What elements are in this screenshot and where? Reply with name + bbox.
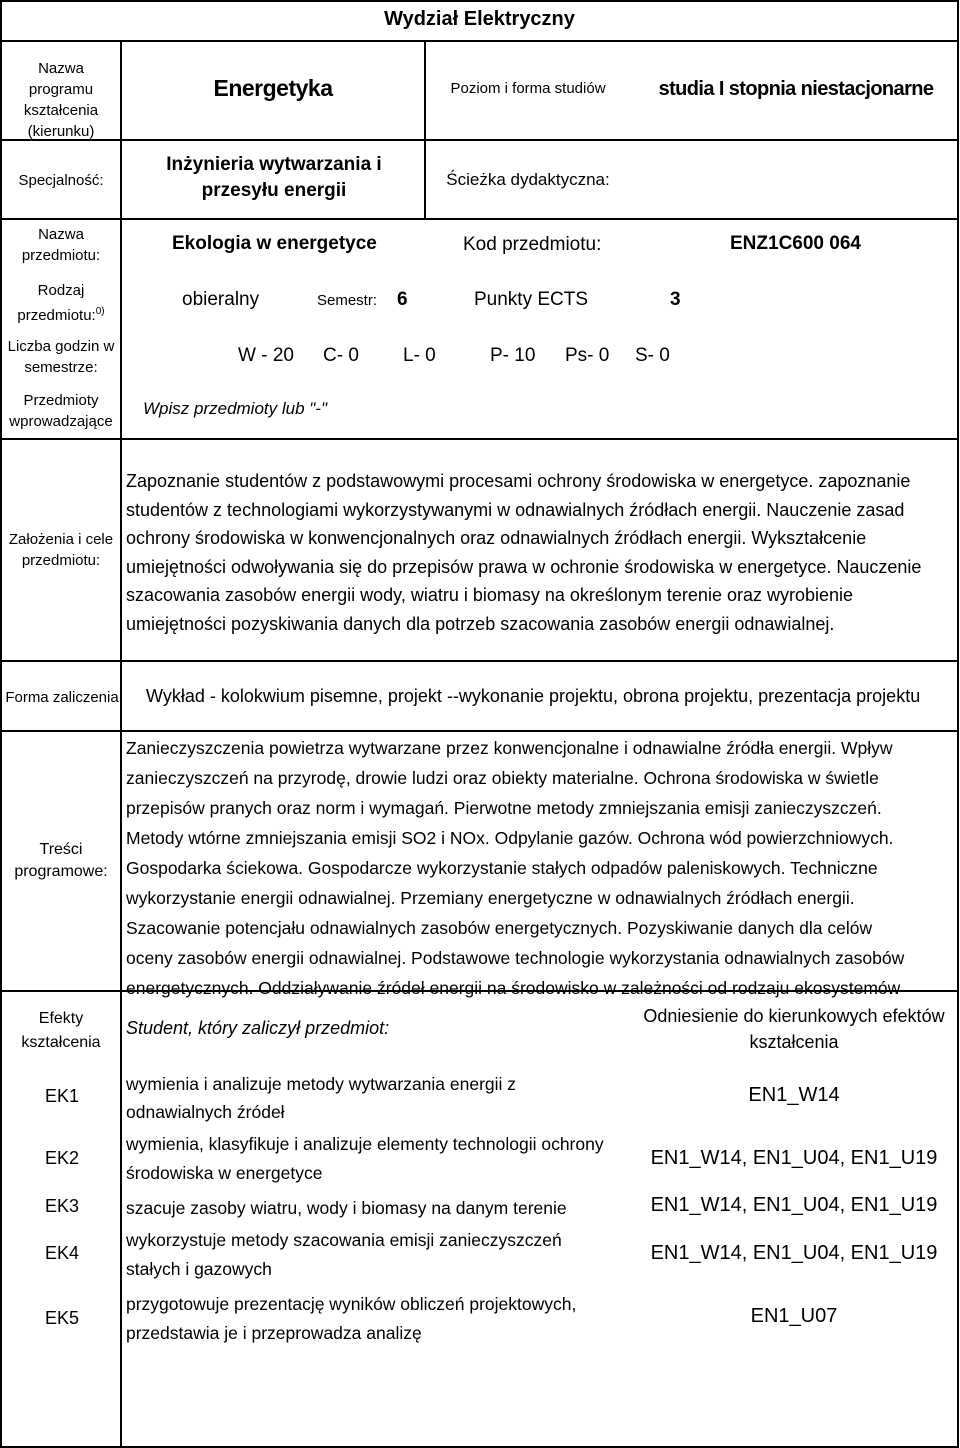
subject-value: Ekologia w energetyce (172, 233, 377, 254)
goals-line: umiejętności pozyskiwania danych dla potrzeb szacowania zasobów energii odnawialnej. (126, 613, 835, 634)
outcome-desc-line: szacuje zasoby wiatru, wody i biomasy na danym terenie (126, 1198, 567, 1218)
hours-w: W - 20 (238, 345, 294, 366)
goals-line: studentów z technologiami wykorzystywanymi w odnawialnych źródłach energii. Nauczenie zasad (126, 499, 905, 520)
prereq-label: Przedmioty wprowadzające (9, 392, 113, 430)
hours-s: S- 0 (635, 345, 670, 366)
program-value: Energetyka (213, 75, 333, 101)
outcome-ref: EN1_W14, EN1_U04, EN1_U19 (650, 1194, 938, 1216)
outcome-desc-line: środowiska w energetyce (126, 1163, 323, 1183)
page-title: Wydział Elektryczny (384, 8, 575, 30)
program-label: Nazwa programu kształcenia (kierunku) (23, 60, 99, 140)
path-label: Ścieżka dydaktyczna: (446, 170, 610, 189)
outcome-code: EK3 (44, 1196, 80, 1216)
outcome-code: EK5 (44, 1308, 80, 1328)
outcome-desc (126, 1196, 567, 1220)
outcome-desc-line: stałych i gazowych (126, 1259, 272, 1279)
type-label-text: Rodzaj przedmiotu: (17, 282, 96, 324)
level-label: Poziom i forma studiów (450, 80, 606, 97)
hours-p: P- 10 (490, 345, 536, 366)
outcome-ref: EN1_W14, EN1_U04, EN1_U19 (650, 1147, 938, 1169)
outcome-desc (126, 1130, 604, 1188)
outcome-desc-line: wykorzystuje metody szacowania emisji zanieczyszczeń (126, 1230, 562, 1250)
assessment-value: Wykład - kolokwium pisemne, projekt --wykonanie projektu, obrona projektu, prezentacja projektu (146, 686, 921, 706)
content-line: energetycznych. Oddziaływanie źródeł energii na środowisko w zależności od rodzaju ekosystemów (126, 978, 901, 998)
content-line: Metody wtórne zmniejszania emisji SO2 i NOx. Odpylanie gazów. Ochrona wód powierzchniowych. (126, 828, 894, 848)
outcome-ref: EN1_W14, EN1_U04, EN1_U19 (650, 1242, 938, 1264)
type-label-sup: 0) (95, 306, 105, 317)
outcome-desc (126, 1070, 516, 1126)
outcome-desc-line: wymienia, klasyfikuje i analizuje elementy technologii ochrony (126, 1134, 604, 1154)
outcome-code: EK1 (44, 1086, 80, 1106)
outcome-desc-line: przedstawia je i przeprowadza analizę (126, 1323, 422, 1343)
code-value: ENZ1C600 064 (730, 233, 861, 254)
student-header: Student, który zaliczył przedmiot: (126, 1018, 390, 1038)
content-label: Treści programowe: (14, 841, 108, 880)
subject-label: Nazwa przedmiotu: (21, 226, 101, 264)
outcome-ref: EN1_U07 (750, 1305, 838, 1327)
outcome-desc-line: przygotowuje prezentację wyników obliczeń projektowych, (126, 1294, 577, 1314)
outcome-code: EK2 (44, 1148, 80, 1168)
goals-line: szacowania zasobów energii wody, wiatru i biomasy na określonym terenie oraz wyrobienie (126, 585, 854, 605)
content-line: wykorzystanie energii odnawialnej. Przemiany energetyczne w odnawialnych źródłach energii. (126, 888, 855, 908)
content-line: przepisów pranych oraz norm i wymagań. Pierwotne metody zmniejszania emisji zanieczyszczeń. (126, 798, 882, 818)
level-value: studia I stopnia niestacjonarne (658, 78, 934, 100)
goals-line: ochrony środowiska w konwencjonalnych oraz odnawialnych źródłach energii. Wykształcenie (126, 528, 867, 548)
goals-text (126, 467, 952, 638)
goals-line: umiejętności odwoływania się do przepisów prawa w ochronie środowiska w energetyce. Nauczenie (126, 556, 922, 577)
content-line: Zanieczyszczenia powietrza wytwarzane przez konwencjonalne i odnawialne źródła energii. Wpływ (126, 738, 893, 758)
hours-label: Liczba godzin w semestrze: (7, 338, 115, 376)
ref-header: Odniesienie do kierunkowych efektów kształcenia (643, 1006, 945, 1052)
content-line: Gospodarka ściekowa. Gospodarcze wykorzystanie stałych odpadów paleniskowych. Techniczne (126, 858, 878, 878)
goals-label: Założenia i cele przedmiotu: (8, 531, 114, 569)
outcome-ref: EN1_W14 (748, 1084, 840, 1106)
code-label: Kod przedmiotu: (463, 234, 602, 255)
outcome-desc (126, 1226, 562, 1284)
outcome-desc-line: wymienia i analizuje metody wytwarzania energii z (126, 1074, 517, 1094)
hours-c: C- 0 (323, 345, 359, 366)
outcome-desc-line: odnawialnych źródeł (126, 1102, 285, 1122)
specialty-value: Inżynieria wytwarzania i przesyłu energii (166, 154, 382, 201)
content-line: zanieczyszczeń na przyrodę, drowie ludzi oraz obiekty materialne. Ochrona środowiska w świetle (126, 768, 879, 788)
semester-value: 6 (397, 289, 408, 310)
ects-value: 3 (670, 289, 681, 310)
hours-l: L- 0 (403, 345, 436, 366)
semester-label: Semestr: (317, 292, 378, 309)
outcomes-label: Efekty kształcenia (21, 1010, 101, 1051)
content-text (126, 733, 952, 1003)
specialty-label: Specjalność: (18, 172, 104, 189)
goals-line: Zapoznanie studentów z podstawowymi procesami ochrony środowiska w energetyce. zapoznanie (126, 471, 911, 491)
content-line: oceny zasobów energii odnawialnej. Podstawowe technologie wykorzystania odnawialnych zasobów (126, 948, 905, 968)
type-value: obieralny (182, 289, 260, 310)
hours-ps: Ps- 0 (565, 345, 610, 366)
outcome-desc (126, 1290, 576, 1348)
ects-label: Punkty ECTS (474, 289, 589, 310)
type-label (4, 280, 118, 326)
content-line: Szacowanie potencjału odnawialnych zasobów energetycznych. Pozyskiwanie danych dla celów (126, 918, 873, 938)
outcome-code: EK4 (44, 1243, 80, 1263)
assessment-label: Forma zaliczenia (5, 689, 119, 706)
prereq-value: Wpisz przedmioty lub "-" (143, 399, 328, 418)
